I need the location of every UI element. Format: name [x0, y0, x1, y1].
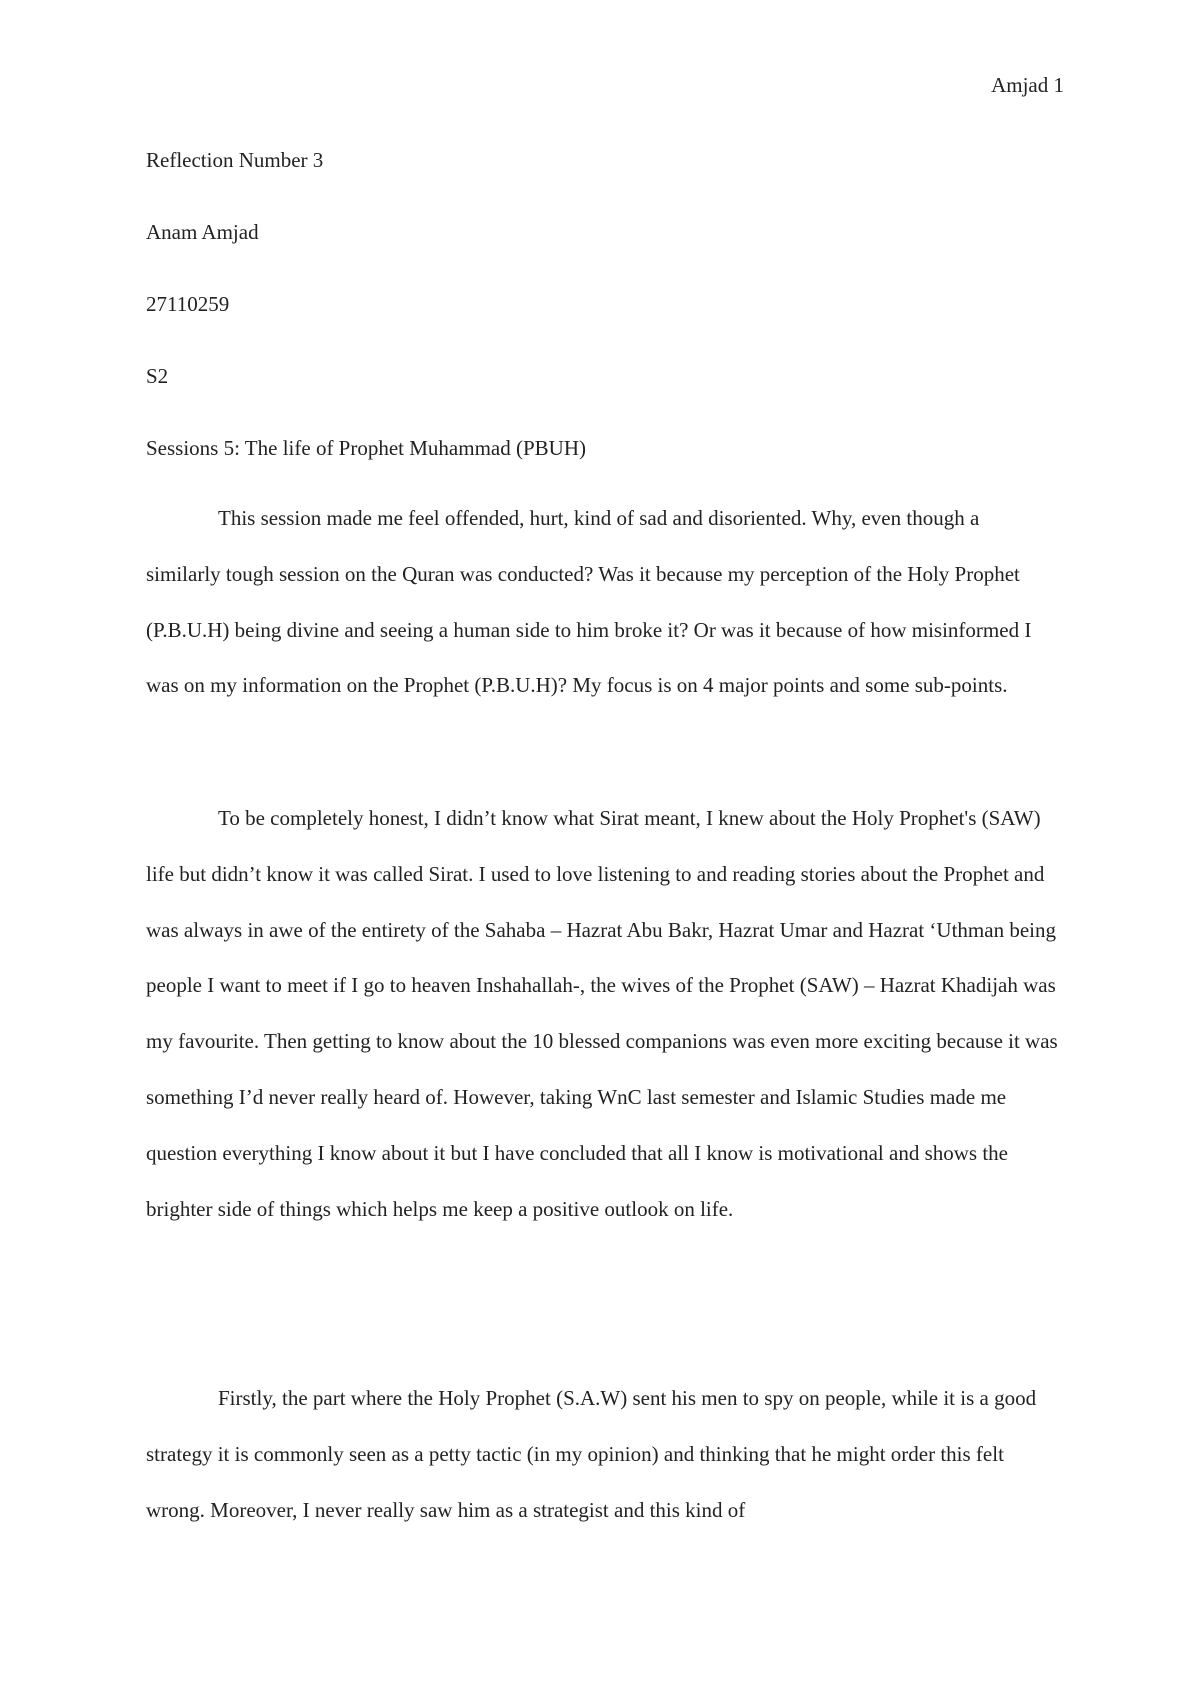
session-heading: Sessions 5: The life of Prophet Muhammad (PBUH): [146, 436, 586, 460]
body-paragraph-1: This session made me feel offended, hurt, kind of sad and disoriented. Why, even though a similarly tough session on the Quran was conducted? Was it because my perception of the Holy Prophet (P.B.U.H) being divine and seeing a human side to him broke it? Or was it because of how misinformed I was on my information on the Prophet (P.B.U.H)? My focus is on 4 major points and some sub-points.: [146, 506, 1032, 698]
section-label: S2: [146, 364, 169, 388]
reflection-title: Reflection Number 3: [146, 148, 324, 172]
body-paragraph-2: To be completely honest, I didn’t know what Sirat meant, I knew about the Holy Prophet's (SAW) life but didn’t know it was called Sirat. I used to love listening to and reading stories about the Prophet and was always in awe of the entirety of the Sahaba – Hazrat Abu Bakr, Hazrat Umar and Hazrat ‘Uthman being people I want to meet if I go to heaven Inshahallah-, the wives of the Prophet (SAW) – Hazrat Khadijah was my favourite. Then getting to know about the 10 blessed companions was even more exciting because it was something I’d never really heard of. However, taking WnC last semester and Islamic Studies made me question everything I know about it but I have concluded that all I know is motivational and shows the brighter side of things which helps me keep a positive outlook on life.: [146, 806, 1058, 1221]
author-name: Anam Amjad: [146, 220, 259, 244]
body-paragraph-3: Firstly, the part where the Holy Prophet (S.A.W) sent his men to spy on people, while it is a good strategy it is commonly seen as a petty tactic (in my opinion) and thinking that he might order this felt wrong. Moreover, I never really saw him as a strategist and this kind of: [146, 1386, 1037, 1522]
running-head: Amjad 1: [991, 73, 1064, 97]
student-id: 27110259: [146, 292, 230, 316]
